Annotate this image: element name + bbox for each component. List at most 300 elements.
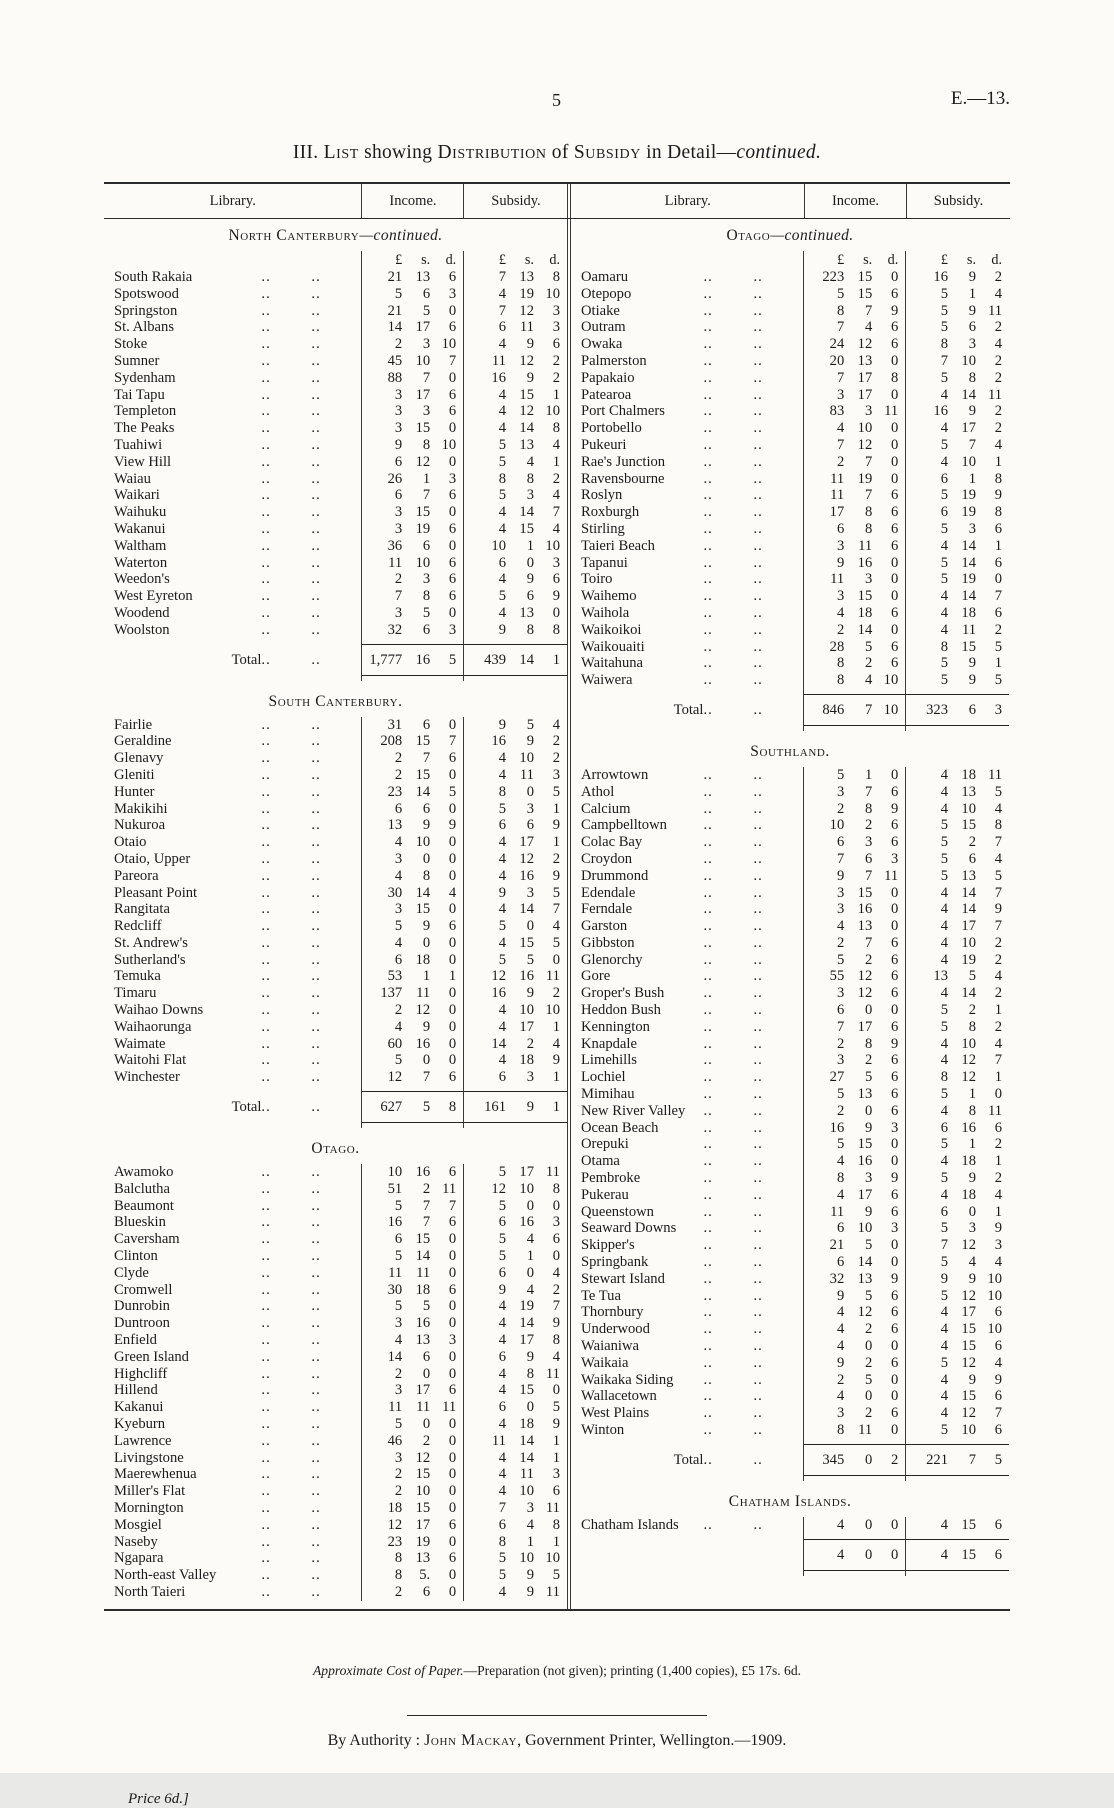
subsidy-amount-cell [905,1052,1009,1069]
subsidy-shillings: 12 [519,302,534,319]
income-shillings: 5 [864,1069,873,1086]
subsidy-pounds: 4 [498,750,506,767]
dot-leader: .. [311,1583,321,1600]
subsidy-amount-cell [463,968,567,985]
income-pounds [806,689,844,694]
income-pounds: 4 [394,1332,403,1349]
income-pence: 6 [448,487,457,504]
income-shillings: 7 [422,1214,431,1231]
subsidy-pence: 4 [552,436,560,453]
subsidy-shillings: 18 [519,1052,534,1069]
income-pence: 3 [890,850,899,867]
income-shillings: 1 [422,470,431,487]
income-pence: 0 [890,1516,899,1533]
income-pounds: 6 [394,1231,403,1248]
table-row [104,538,567,555]
subsidy-pounds: 4 [940,604,948,621]
subsidy-pence: 1 [552,1432,560,1449]
subsidy-shillings: 9 [968,269,976,285]
dot-leader [703,251,753,269]
income-amount-cell [361,767,463,784]
dot-leader: .. [311,436,321,453]
income-shillings: 17 [415,1516,431,1533]
library-name: Lochiel [581,1069,626,1086]
dot-leader: .. [311,1164,321,1181]
subsidy-pence: 4 [994,285,1002,302]
income-pence: 0 [890,1002,899,1019]
library-name-cell [104,1433,361,1450]
subsidy-pounds: 4 [940,934,948,951]
income-amount-cell [803,655,905,672]
subsidy-pence: 4 [994,336,1002,353]
library-name: Toiro [581,571,613,588]
subsidy-shillings: 4 [526,453,534,470]
library-name-cell [571,801,803,818]
dot-leader: .. [753,1153,763,1170]
income-pounds: 2 [836,1102,845,1119]
subsidy-pence: 4 [994,1186,1002,1203]
library-name-cell [104,487,361,504]
subsidy-amount-cell [905,851,1009,868]
income-amount-cell [803,672,905,689]
income-shillings: 0 [422,1365,431,1382]
income-shillings: 0 [864,1002,873,1019]
subsidy-pounds: 5 [940,655,948,672]
table-row [571,1136,1009,1153]
dot-leader: .. [703,386,713,403]
income-pounds: 3 [394,901,403,918]
library-name-cell [104,717,361,734]
subsidy-shillings: 15 [961,1321,976,1338]
library-name-cell [571,918,803,935]
library-name: Waiwera [581,672,633,689]
subsidy-pence: 1 [552,1533,560,1550]
subsidy-shillings: 3 [526,800,534,817]
subsidy-shillings: 18 [961,604,976,621]
income-shillings: 4 [864,672,873,689]
income-shillings: 16 [415,1315,431,1332]
table-row [571,1422,1009,1439]
dot-leader: .. [753,1270,763,1287]
library-name-cell [104,1382,361,1399]
dot-leader: .. [261,1231,271,1248]
subsidy-pounds: 5 [498,1197,506,1214]
subsidy-shillings: 5 [526,951,534,968]
income-pounds: 30 [387,884,403,901]
subsidy-pounds: 16 [491,985,506,1002]
dot-leader: .. [311,571,321,588]
subsidy-pounds [466,676,506,681]
table-row [571,1405,1009,1422]
subsidy-amount-cell [463,1214,567,1231]
table-row [571,851,1009,868]
library-name: View Hill [114,453,172,470]
table-row [104,487,567,504]
subsidy-amount-cell [463,733,567,750]
library-name: Pukeuri [581,436,627,453]
library-name: Fairlie [114,716,153,733]
dot-leader: .. [261,487,271,504]
dot-leader: .. [261,951,271,968]
subsidy-shillings: 14 [961,985,976,1002]
subsidy-amount-cell [463,286,567,303]
subsidy-shillings: 0 [526,918,534,935]
subsidy-pence: 7 [994,1052,1002,1069]
income-shillings: 0 [864,1546,873,1563]
dot-leader: .. [261,554,271,571]
dot-leader: .. [703,1388,713,1405]
dot-leader: .. [703,470,713,487]
table-row [104,1282,567,1299]
dot-leader: .. [703,1086,713,1103]
subsidy-shillings: 0 [968,1203,976,1220]
subsidy-shillings: 8 [526,470,534,487]
income-pence: 6 [448,571,457,588]
income-pence: 6 [448,554,457,571]
subsidy-amount-cell [905,403,1009,420]
income-pence: 0 [890,1546,899,1563]
subsidy-pence: 9 [552,817,560,834]
income-pounds: 3 [394,850,403,867]
income-pence: 0 [448,850,457,867]
income-pence: 0 [448,1500,457,1516]
income-shillings: 15 [857,285,873,302]
subsidy-shillings: 12 [519,352,534,369]
income-amount-cell [803,471,905,488]
table-row [104,319,567,336]
subsidy-pounds: 4 [498,766,506,783]
cost-note-rest: —Preparation (not given); printing (1,400 copies), £5 17s. 6d. [463,1662,802,1678]
dot-leader: .. [311,336,321,353]
subsidy-pence: 2 [994,319,1002,336]
income-pence: 0 [890,884,899,901]
income-pounds: 345 [822,1451,845,1468]
subsidy-shillings: 14 [519,651,534,668]
subsidy-pence [534,1123,560,1128]
income-pounds: 8 [836,302,845,319]
dot-leader: .. [753,386,763,403]
dot-leader: .. [311,504,321,521]
subsidy-amount-cell [905,370,1009,387]
table-row [571,319,1009,336]
library-name-cell [571,303,803,320]
table-row [571,353,1009,370]
subsidy-pence: 11 [987,302,1002,319]
subsidy-pounds: 4 [498,336,506,353]
income-pounds: 7 [836,436,845,453]
dot-leader: .. [311,604,321,621]
income-pounds: 14 [387,319,403,336]
dot-leader [703,1475,753,1481]
library-name-cell [571,319,803,336]
table-row [571,1187,1009,1204]
subsidy-shillings: 10 [961,453,976,470]
subsidy-shillings: 1 [968,1136,976,1153]
dot-leader [753,725,803,731]
income-shillings: 5 [864,1237,873,1254]
income-amount-cell [361,1248,463,1265]
table-row [104,1382,567,1399]
income-pence: 6 [890,1304,899,1321]
table-row [104,622,567,639]
income-pounds: 2 [394,571,403,588]
table-row [104,1349,567,1366]
library-name-cell [571,1204,803,1221]
library-name: Patearoa [581,386,632,403]
dot-leader: .. [261,1298,271,1315]
income-pence: 6 [890,1069,899,1086]
income-shillings: 15 [415,901,431,918]
subsidy-pounds: 4 [498,834,506,851]
dot-leader: .. [261,1099,271,1116]
income-shillings: 13 [857,352,873,369]
subsidy-pounds: 4 [498,504,506,521]
library-name-cell [571,851,803,868]
income-pounds: 5 [394,1298,403,1315]
income-pence: 10 [883,701,899,718]
dot-leader: .. [261,783,271,800]
dot-leader: .. [311,901,321,918]
table-row [104,918,567,935]
subsidy-pence [976,689,1002,694]
section-title-text: North Canterbury [228,227,360,244]
subsidy-amount-cell [905,1153,1009,1170]
dot-leader: .. [261,1164,271,1181]
total-row [571,1445,1009,1475]
library-name-cell [104,1366,361,1383]
library-name: Cromwell [114,1281,173,1298]
income-amount-cell [361,1019,463,1036]
income-amount-cell [361,1036,463,1053]
library-name: Timaru [114,985,157,1002]
income-amount-cell [803,370,905,387]
subsidy-shillings: 3 [526,1069,534,1086]
income-shillings: 17 [857,1018,873,1035]
dot-leader: .. [311,1416,321,1433]
library-name-cell [571,1405,803,1422]
income-shillings [844,1571,872,1576]
subsidy-shillings: 10 [961,934,976,951]
income-pence: 0 [890,554,899,571]
income-pounds: 2 [394,1466,403,1483]
income-amount-cell [803,269,905,286]
library-name-cell [571,1372,803,1389]
subsidy-pounds: 5 [498,951,506,968]
subsidy-pounds: 11 [491,352,506,369]
subsidy-pounds: 5 [498,800,506,817]
subsidy-pence: 4 [994,800,1002,817]
income-amount-cell [361,1315,463,1332]
income-amount-cell [361,1366,463,1383]
subsidy-pounds: 7 [498,269,506,285]
income-pence: 0 [448,1298,457,1315]
subsidy-pence: 2 [994,951,1002,968]
table-row [104,1181,567,1198]
library-name-cell [104,353,361,370]
subsidy-pence: 4 [994,968,1002,985]
income-shillings: 0 [422,934,431,951]
subsidy-shillings: 14 [519,1449,534,1466]
income-pounds: 12 [387,1516,403,1533]
dot-leader: .. [311,470,321,487]
dot-leader: .. [703,1405,713,1422]
subsidy-pence: 8 [994,504,1002,521]
subsidy-amount-cell [463,605,567,622]
table-row [104,387,567,404]
section-title-suffix: . [846,1492,852,1510]
income-amount-cell [361,588,463,605]
income-pounds: 18 [387,1500,403,1516]
dot-leader: .. [311,716,321,733]
income-pounds: 20 [829,352,845,369]
income-pounds: 223 [822,269,845,285]
income-shillings: 5 [422,1099,431,1116]
dot-leader: .. [261,1035,271,1052]
income-pence: 6 [448,269,457,285]
subsidy-shillings: 1 [968,285,976,302]
library-name: Redcliff [114,918,162,935]
library-name-cell [104,1416,361,1433]
doc-reference: E.—13. [950,88,1010,109]
income-amount-cell [361,1399,463,1416]
dot-leader: .. [261,1248,271,1265]
subsidy-amount-cell [905,655,1009,672]
library-name-cell [104,1315,361,1332]
dot-leader: .. [311,1035,321,1052]
income-amount-cell [803,504,905,521]
subsidy-shillings: 4 [968,1254,976,1271]
subsidy-pence: 7 [552,901,560,918]
subsidy-amount-cell [463,817,567,834]
dot-leader: .. [311,285,321,302]
subsidy-amount-cell [905,1304,1009,1321]
subsidy-pence: 6 [994,1304,1002,1321]
subsidy-shillings: 6 [526,817,534,834]
income-pence: 0 [448,934,457,951]
library-name-cell [571,1069,803,1086]
subsidy-pounds: £ [940,252,948,268]
subsidy-pounds: 4 [940,800,948,817]
income-amount-cell [803,521,905,538]
income-pounds: 11 [830,571,845,588]
subsidy-amount-cell [905,1355,1009,1372]
subsidy-amount-cell [905,784,1009,801]
total-rule-row [571,1570,1009,1576]
subsidy-pounds: 5 [940,817,948,834]
income-pounds: 31 [387,716,403,733]
cost-note-lead: Approximate Cost of Paper. [312,1662,464,1678]
subsidy-shillings [506,639,534,644]
subsidy-shillings: 13 [961,783,976,800]
subsidy-pounds: 4 [498,604,506,621]
subsidy-pence: 2 [552,369,560,386]
library-name: Colac Bay [581,834,643,851]
income-amount-cell [803,1052,905,1069]
subsidy-shillings: 1 [526,1533,534,1550]
dot-leader: .. [261,1416,271,1433]
library-name: Seaward Downs [581,1220,677,1237]
subsidy-shillings: 4 [526,1281,534,1298]
library-name-cell [571,1271,803,1288]
table-row [571,1204,1009,1221]
subsidy-amount-cell [905,868,1009,885]
dot-leader: .. [703,403,713,420]
subsidy-pence: 3 [552,554,560,571]
income-pence: 0 [448,1348,457,1365]
library-name-cell [104,387,361,404]
income-amount-cell [803,538,905,555]
page-title-part: III. [292,142,324,163]
subsidy-shillings: 17 [519,1164,534,1181]
library-name: Waterton [114,554,168,571]
dot-leader: .. [261,285,271,302]
subsidy-pence: 5 [994,867,1002,884]
income-pounds: 2 [394,336,403,353]
library-name-cell [104,885,361,902]
subsidy-shillings: 12 [961,1354,976,1371]
subsidy-shillings: 14 [519,901,534,918]
library-name: Oamaru [581,269,629,285]
table-row [104,555,567,572]
subsidy-amount-cell [463,1181,567,1198]
subsidy-pence: 1 [552,1018,560,1035]
subsidy-shillings: 17 [961,420,976,437]
subsidy-pence [976,726,1002,731]
dot-leader: .. [753,934,763,951]
subsidy-pounds: 4 [940,1186,948,1203]
income-amount-cell [803,1570,905,1576]
income-pounds: 21 [387,302,403,319]
income-pounds: 32 [387,621,403,638]
subsidy-amount-cell [463,1584,567,1601]
library-name-cell [571,672,803,689]
dot-leader: .. [311,817,321,834]
subsidy-pence: 7 [994,588,1002,605]
subsidy-pounds: 5 [940,554,948,571]
dot-leader: .. [703,571,713,588]
dot-leader: .. [261,817,271,834]
subsidy-shillings: 10 [961,800,976,817]
table-row [104,968,567,985]
table-row [104,868,567,885]
library-name-cell [571,1220,803,1237]
table-row [104,1036,567,1053]
dot-leader: .. [311,1099,321,1116]
subsidy-pounds: 5 [940,850,948,867]
table-row [571,1170,1009,1187]
table-row [104,303,567,320]
subsidy-pounds: 5 [498,487,506,504]
subsidy-pounds: 5 [940,1002,948,1019]
income-pounds: 11 [830,470,845,487]
income-shillings: 11 [416,985,431,1002]
table-row [104,1231,567,1248]
dot-leader: .. [311,1002,321,1019]
income-pence: 6 [890,1186,899,1203]
library-name-cell [571,1153,803,1170]
table-row [571,672,1009,689]
dot-leader: .. [703,319,713,336]
library-name-cell [104,1282,361,1299]
income-shillings [402,1123,430,1128]
library-name-cell [104,437,361,454]
library-name: Clyde [114,1264,149,1281]
income-shillings: 14 [415,1248,431,1265]
income-pounds: 4 [836,1321,845,1338]
library-name: Stoke [114,336,148,353]
subsidy-amount-cell [463,571,567,588]
library-name-cell [104,968,361,985]
